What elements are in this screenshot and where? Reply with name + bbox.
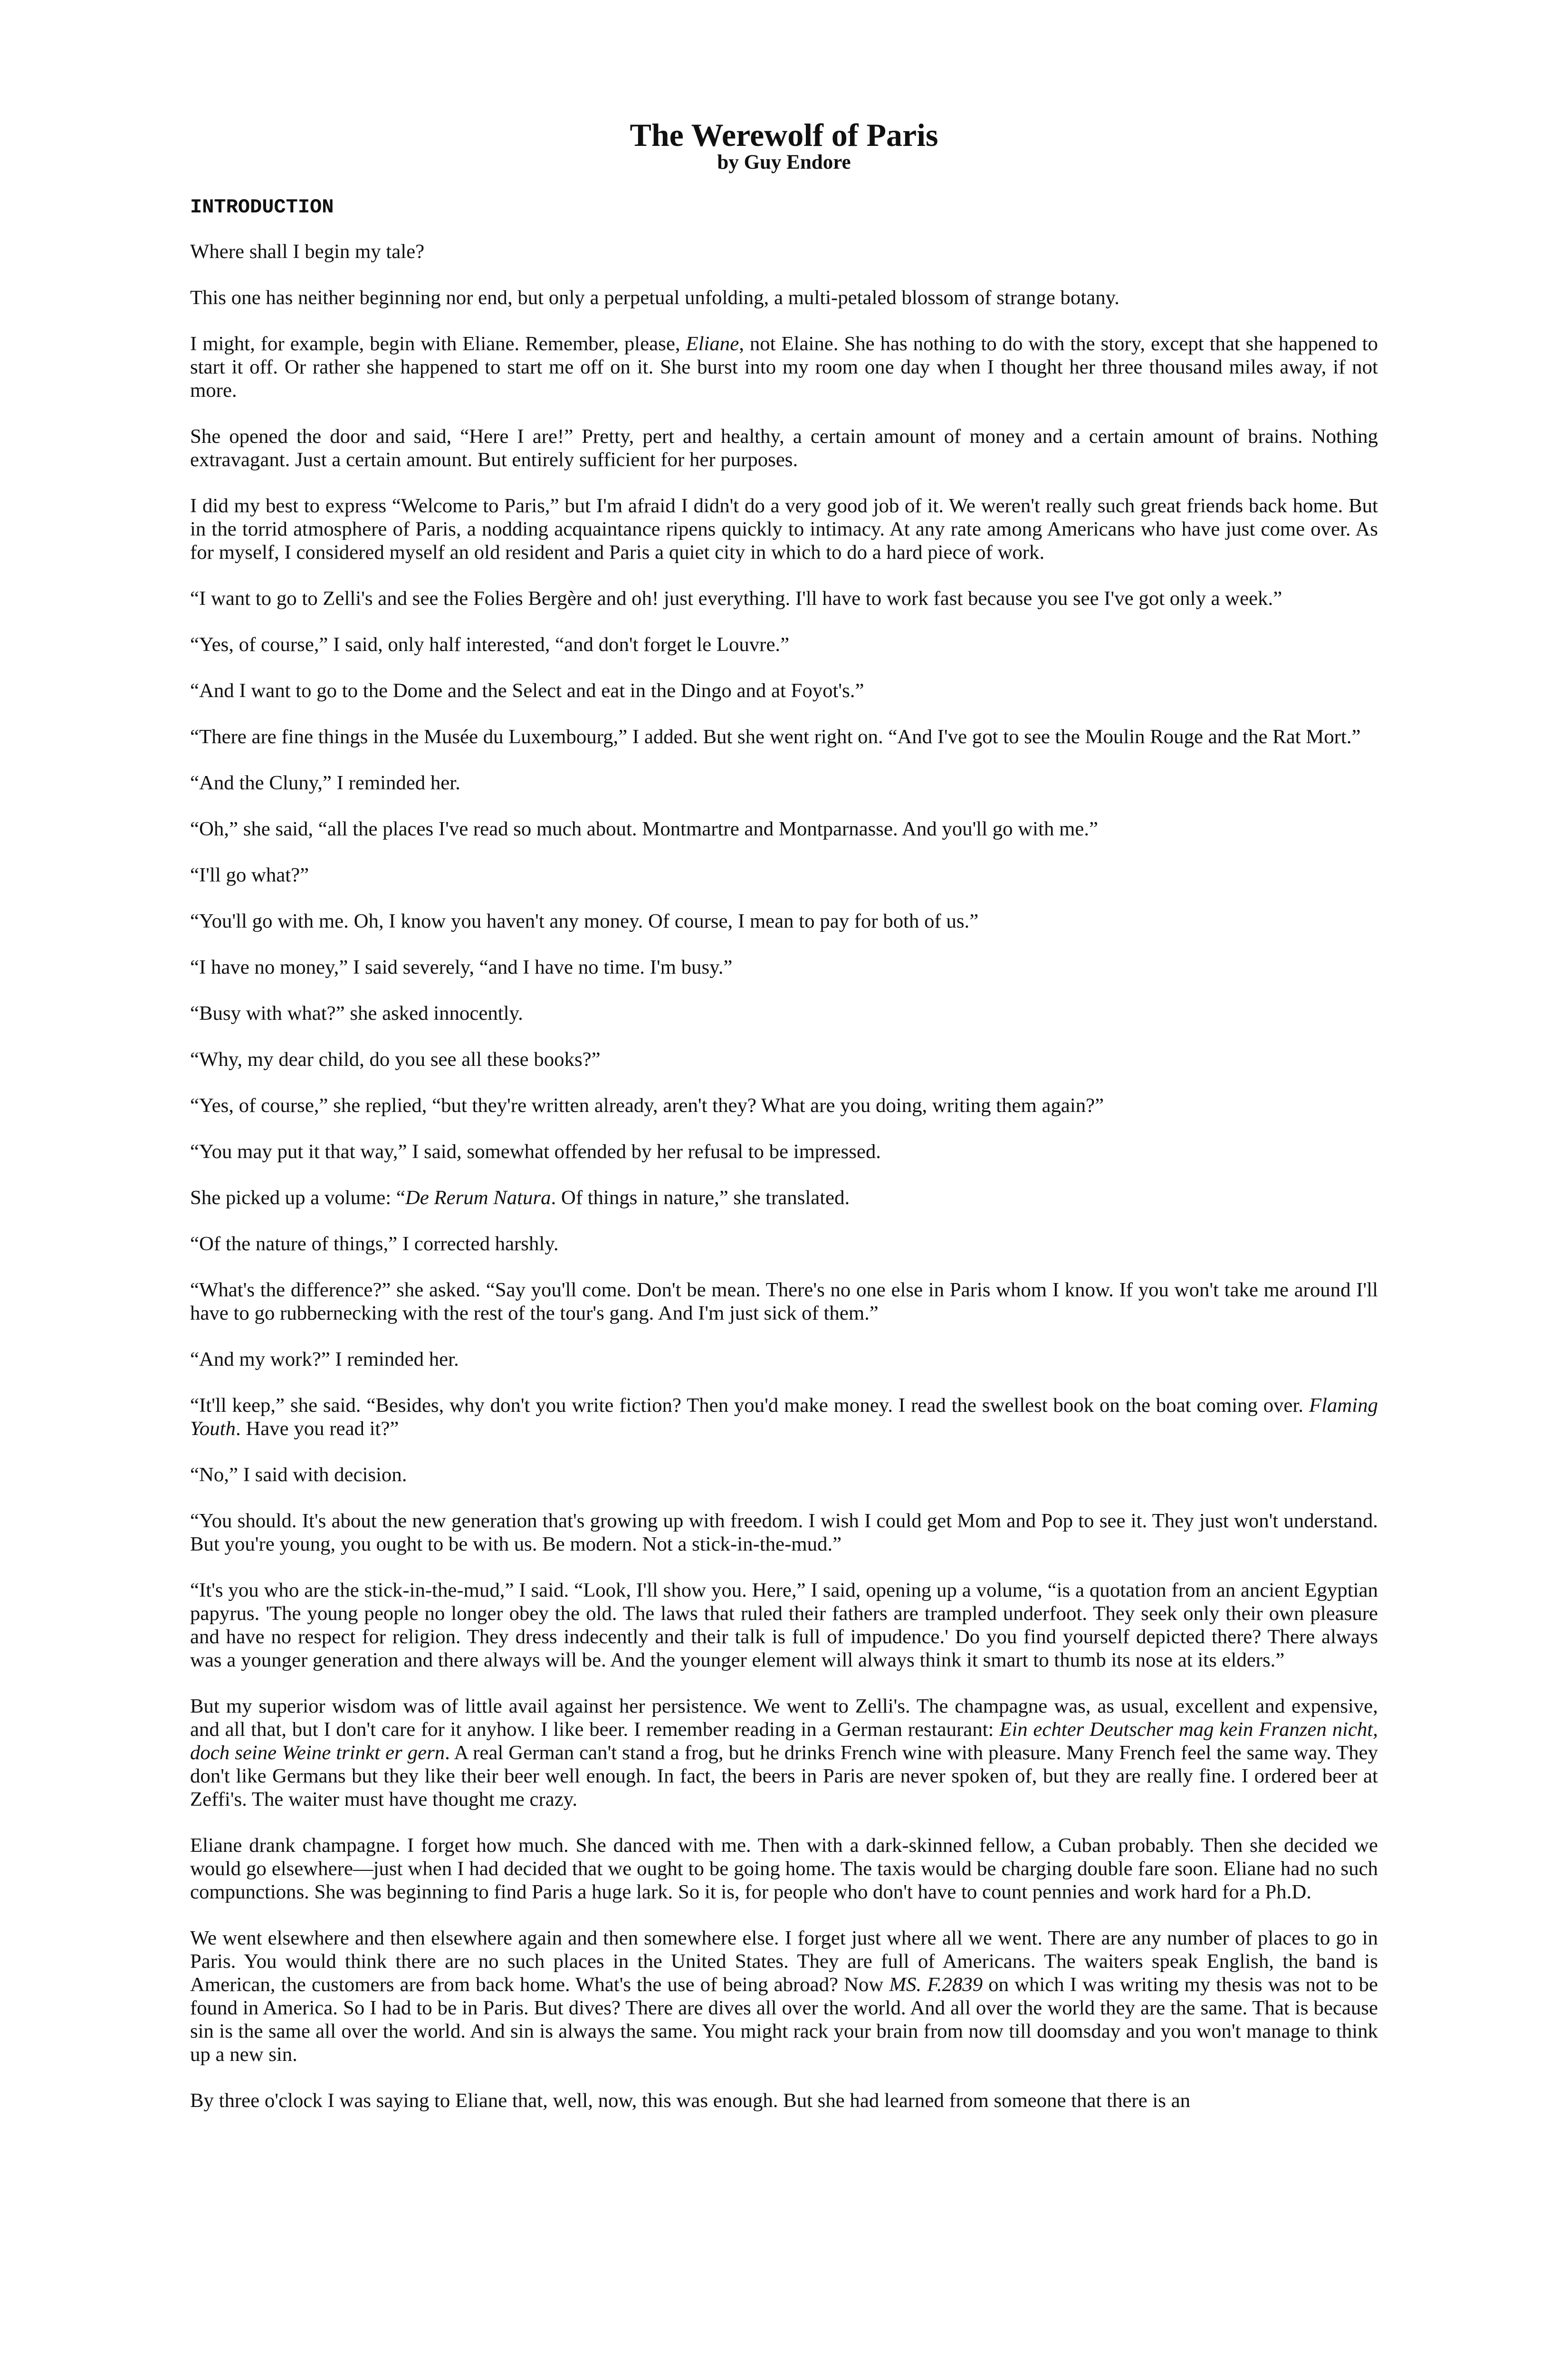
paragraph [190, 332, 1378, 402]
paragraph: “Yes, of course,” I said, only half interested, “and don't forget le Louvre.” [190, 633, 790, 656]
paragraph: “No,” I said with decision. [190, 1464, 407, 1486]
text-run: But my superior wisdom was of little avail against her persistence. We went to Zelli's. The champagne was, as usual, excellent and expensive, and all that, but I don't care for it anyhow. I like beer. I remember reading in a German restaurant: [190, 1695, 1378, 1741]
paragraph: “And the Cluny,” I reminded her. [190, 772, 460, 794]
paragraph: “Oh,” she said, “all the places I've read so much about. Montmartre and Montparnasse. And you'll go with me.” [190, 818, 1099, 840]
paragraph: “I'll go what?” [190, 864, 309, 886]
text-run: She picked up a volume: “ [190, 1187, 405, 1209]
paragraph: Where shall I begin my tale? [190, 240, 425, 263]
text-run: . Have you read it?” [235, 1418, 399, 1440]
paragraph: “Why, my dear child, do you see all these books?” [190, 1048, 601, 1071]
italic-text: Eliane [686, 333, 739, 355]
paragraph: “You may put it that way,” I said, somewhat offended by her refusal to be impressed. [190, 1140, 881, 1163]
paragraph: “Yes, of course,” she replied, “but they're written already, aren't they? What are you doing, writing them again?” [190, 1094, 1104, 1117]
text-run: on which I was writing my thesis was not to be found in America. So I had to be in Paris. But dives? There are dives all over the world. And all over the world they are the same. That is because sin is the same all over the world. And sin is always the same. You might rack your brain from now till doomsday and you won't manage to think up a new sin. [190, 1974, 1378, 2066]
text-run: , not Elaine. She has nothing to do with the story, except that she happened to start it off. Or rather she happened to start me off on it. She burst into my room one day when I thought her three thousand miles away, if not more. [190, 333, 1378, 402]
paragraph: “What's the difference?” she asked. “Say you'll come. Don't be mean. There's no one else in Paris whom I know. If you won't take me around I'll have to go rubbernecking with the rest of the tour's gang. And I'm just sick of them.” [190, 1279, 1378, 1324]
paragraph: “It's you who are the stick-in-the-mud,” I said. “Look, I'll show you. Here,” I said, opening up a volume, “is a quotation from an ancient Egyptian papyrus. 'The young people no longer obey the old. The laws that ruled their fathers are trampled underfoot. They seek only their own pleasure and have no respect for religion. They dress indecently and their talk is full of impudence.' Do you find yourself depicted there? There always was a younger generation and there always will be. And the younger element will always think it smart to thumb its nose at its elders.” [190, 1579, 1378, 1671]
paragraph: “I have no money,” I said severely, “and I have no time. I'm busy.” [190, 956, 733, 978]
paragraph: She opened the door and said, “Here I are!” Pretty, pert and healthy, a certain amount of money and a certain amount of brains. Nothing extravagant. Just a certain amount. But entirely sufficient for her purposes. [190, 425, 1378, 471]
paragraph [190, 1695, 1378, 1811]
paragraph: This one has neither beginning nor end, but only a perpetual unfolding, a multi-petaled blossom of strange botany. [190, 287, 1119, 309]
text-run: . A real German can't stand a frog, but he drinks French wine with pleasure. Many French feel the same way. They don't like Germans but they like their beer well enough. In fact, the beers in Paris are never spoken of, but they are really fine. I ordered beer at Zeffi's. The waiter must have thought me crazy. [190, 1742, 1378, 1811]
paragraph: I did my best to express “Welcome to Paris,” but I'm afraid I didn't do a very good job of it. We weren't really such great friends back home. But in the torrid atmosphere of Paris, a nodding acquaintance ripens quickly to intimacy. At any rate among Americans who have just come over. As for myself, I considered myself an old resident and Paris a quiet city in which to do a hard piece of work. [190, 495, 1378, 564]
paragraph: Eliane drank champagne. I forget how much. She danced with me. Then with a dark-skinned fellow, a Cuban probably. Then she decided we would go elsewhere—just when I had decided that we ought to be going home. The taxis would be charging double fare soon. Eliane had no such compunctions. She was beginning to find Paris a huge lark. So it is, for people who don't have to count pennies and work hard for a Ph.D. [190, 1834, 1378, 1903]
text-run: . Of things in nature,” she translated. [551, 1187, 850, 1209]
italic-text: De Rerum Natura [405, 1187, 551, 1209]
paragraph: “Busy with what?” she asked innocently. [190, 1002, 523, 1025]
author-byline: by Guy Endore [717, 151, 851, 173]
text-run: I might, for example, begin with Eliane. Remember, please, [190, 333, 686, 355]
paragraph: “You should. It's about the new generation that's growing up with freedom. I wish I could get Mom and Pop to see it. They just won't understand. But you're young, you ought to be with us. Be modern. Not a stick-in-the-mud.” [190, 1510, 1378, 1555]
paragraph [190, 1926, 1378, 2066]
italic-text: MS. F.2839 [889, 1974, 983, 1996]
paragraph: “You'll go with me. Oh, I know you haven't any money. Of course, I mean to pay for both of us.” [190, 910, 979, 932]
paragraph: “I want to go to Zelli's and see the Folies Bergère and oh! just everything. I'll have to work fast because you see I've got only a week.” [190, 587, 1282, 610]
text-run: “It'll keep,” she said. “Besides, why don't you write fiction? Then you'd make money. I read the swellest book on the boat coming over. [190, 1394, 1309, 1417]
italic-text: Flaming Youth [190, 1394, 1378, 1440]
text-run: We went elsewhere and then elsewhere again and then somewhere else. I forget just where all we went. There are any number of places to go in Paris. You would think there are no such places in the United States. They are full of Americans. The waiters speak English, the band is American, the customers are from back home. What's the use of being abroad? Now [190, 1927, 1378, 1996]
document-page [190, 119, 1378, 2112]
paragraph: “And I want to go to the Dome and the Select and eat in the Dingo and at Foyot's.” [190, 680, 864, 702]
paragraph [190, 1186, 1378, 1209]
paragraph: “There are fine things in the Musée du Luxembourg,” I added. But she went right on. “And I've got to see the Moulin Rouge and the Rat Mort.” [190, 726, 1361, 748]
paragraph: “Of the nature of things,” I corrected harshly. [190, 1233, 559, 1255]
section-heading: INTRODUCTION [190, 196, 334, 219]
paragraph [190, 1394, 1378, 1440]
italic-text: Ein echter Deutscher mag kein Franzen nicht, doch seine Weine trinkt er gern [190, 1718, 1378, 1764]
paragraph: By three o'clock I was saying to Eliane that, well, now, this was enough. But she had learned from someone that there is an [190, 2089, 1191, 2112]
paragraph: “And my work?” I reminded her. [190, 1348, 459, 1370]
document-title: The Werewolf of Paris [630, 117, 938, 153]
